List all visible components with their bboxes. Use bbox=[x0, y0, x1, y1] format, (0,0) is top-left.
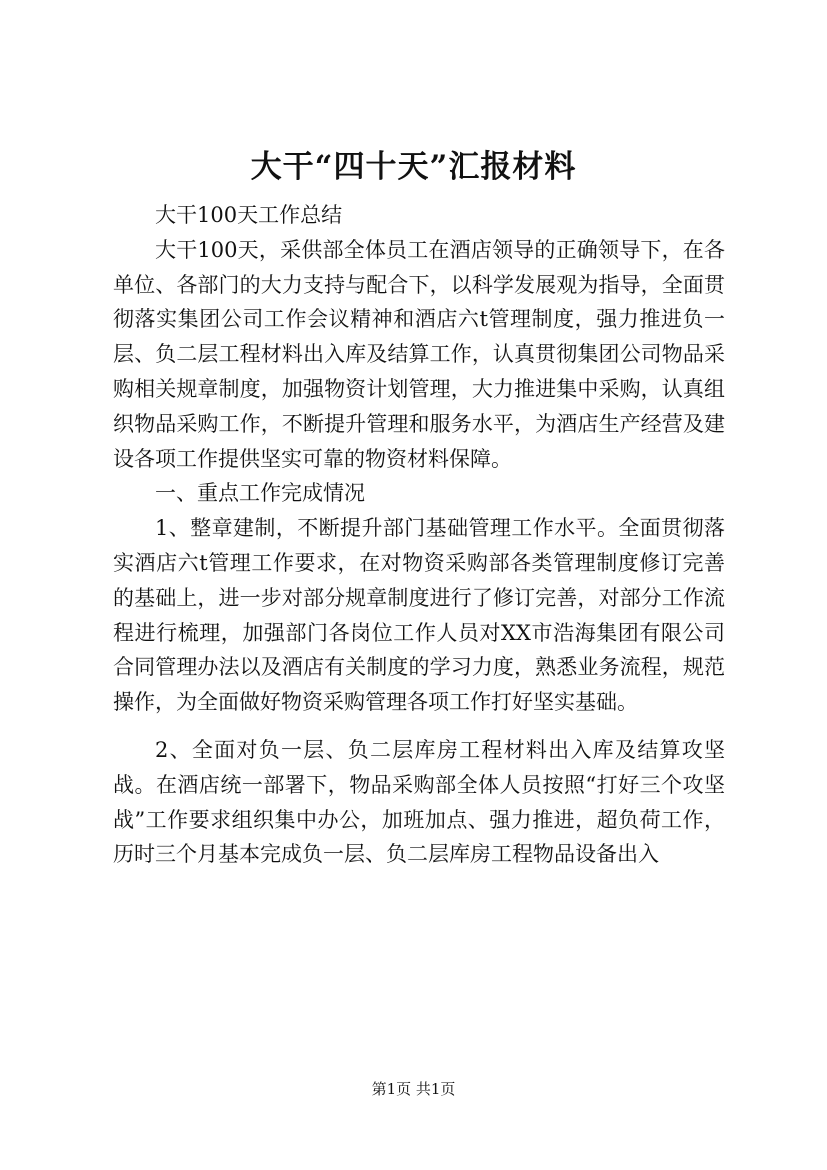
paragraph-intro: 大干100天，采供部全体员工在酒店领导的正确领导下，在各单位、各部门的大力支持与配合下，以科学发展观为指导，全面贯彻落实集团公司工作会议精神和酒店六t管理制度，强力推进负一层、负二层工程材料出入库及结算工作，认真贯彻集团公司物品采购相关规章制度，加强物资计划管理，大力推进集中采购，认真组织物品采购工作，不断提升管理和服务水平，为酒店生产经营及建设各项工作提供坚实可靠的物资材料保障。 bbox=[113, 237, 725, 471]
document-body bbox=[113, 198, 725, 872]
paragraph-section-heading: 一、重点工作完成情况 bbox=[155, 481, 365, 506]
page-footer: 第1页 共1页 bbox=[371, 1080, 456, 1098]
paragraph-item-2: 2、全面对负一层、负二层库房工程材料出入库及结算攻坚战。在酒店统一部署下，物品采购部全体人员按照“打好三个攻坚战”工作要求组织集中办公，加班加点、强力推进，超负荷工作，历时三个月基本完成负一层、负二层库房工程物品设备出入 bbox=[113, 737, 725, 867]
paragraph-item-1: 1、整章建制，不断提升部门基础管理工作水平。全面贯彻落实酒店六t管理工作要求，在对物资采购部各类管理制度修订完善的基础上，进一步对部分规章制度进行了修订完善，对部分工作流程进行梳理，加强部门各岗位工作人员对XX市浩海集团有限公司合同管理办法以及酒店有关制度的学习力度，熟悉业务流程，规范操作，为全面做好物资采购管理各项工作打好坚实基础。 bbox=[113, 516, 725, 715]
paragraph-subtitle: 大干100天工作总结 bbox=[155, 203, 343, 227]
document-title: 大干“四十天”汇报材料 bbox=[250, 149, 577, 185]
